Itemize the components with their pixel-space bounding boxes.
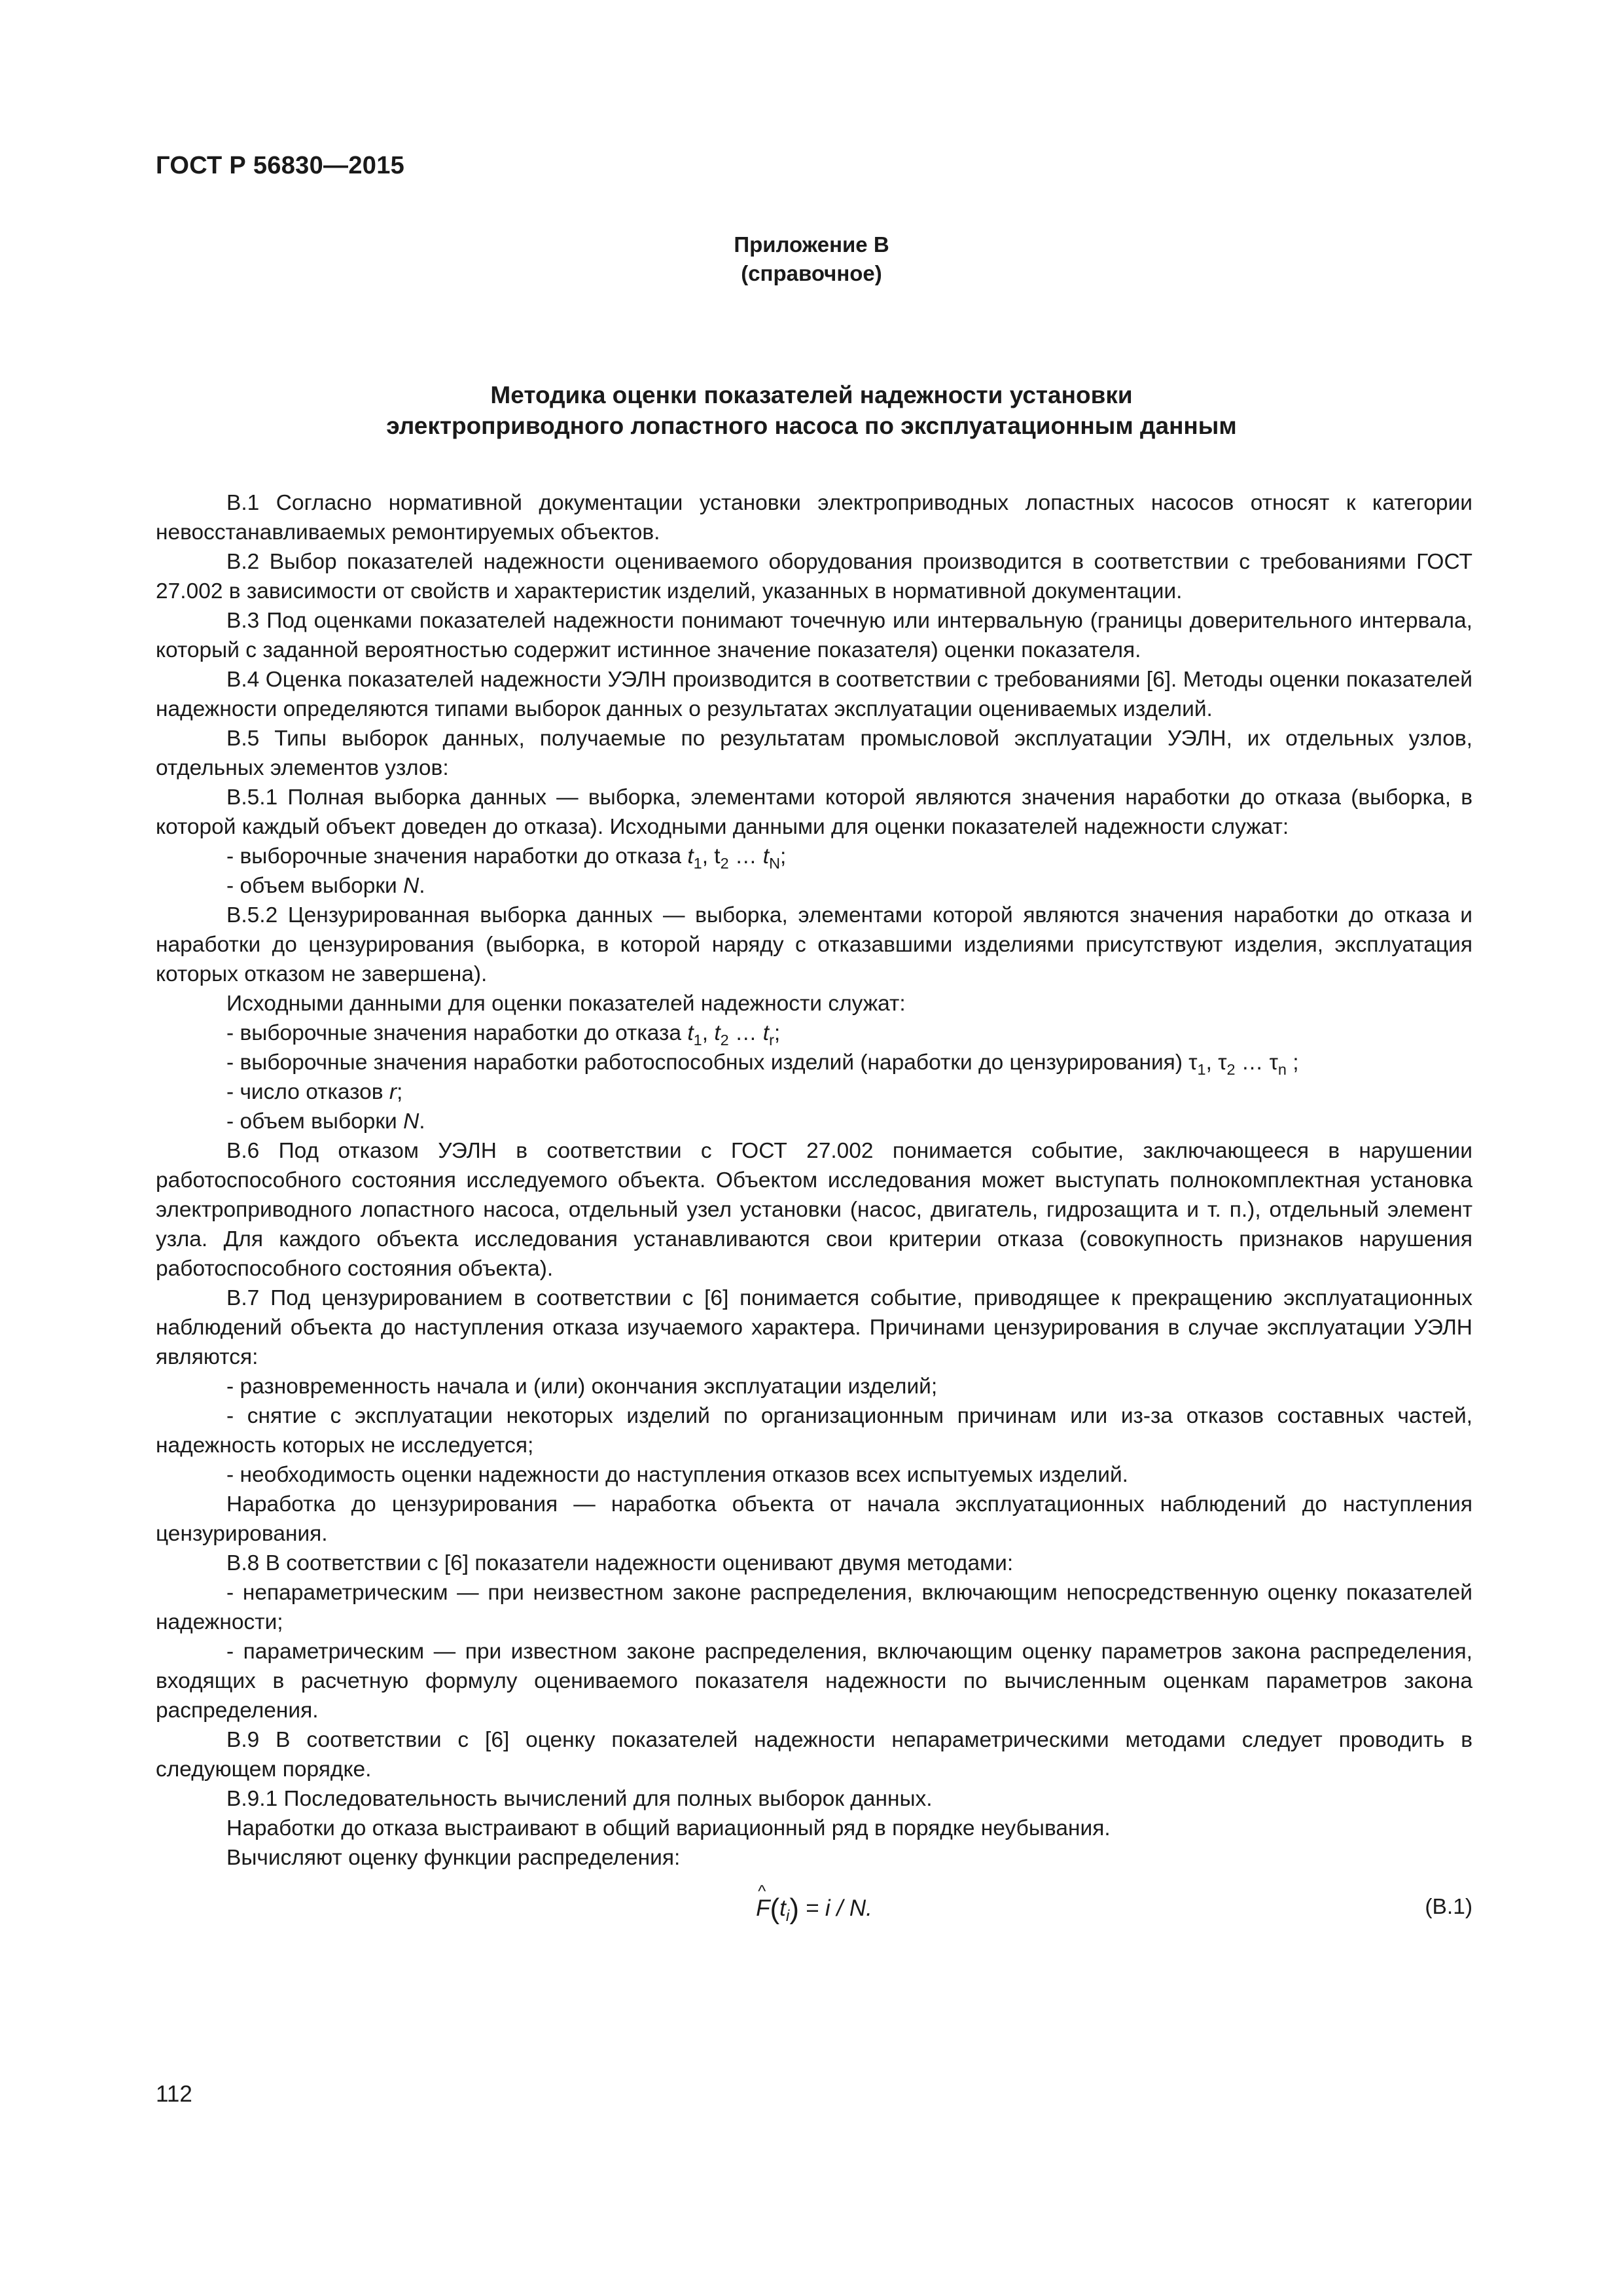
paragraph-b1: В.1 Согласно нормативной документации установки электроприводных лопастных насосов относят к категории невосстанавливаемых ремонтируемых объектов. <box>156 491 1472 545</box>
list-item-b7-1: - разновременность начала и (или) окончания эксплуатации изделий; <box>226 1374 938 1399</box>
formula-expression: ^ $F(t_i) = i / N$. <box>156 1893 1472 1924</box>
list-item-b5-2-failures: - число отказов r; <box>226 1080 403 1104</box>
paragraph-b5-2-source: Исходными данными для оценки показателей надежности служат: <box>226 992 906 1016</box>
paragraph-b9: В.9 В соответствии с [6] оценку показателей надежности непараметрическими методами следует проводить в следующем порядке. <box>156 1728 1472 1782</box>
formula-f-hat: ^ F <box>756 1893 770 1923</box>
annex-heading <box>0 230 1623 288</box>
paragraph-b9-1: В.9.1 Последовательность вычислений для полных выборок данных. <box>226 1787 933 1811</box>
paragraph-b9-1-order: Наработки до отказа выстраивают в общий вариационный ряд в порядке неубывания. <box>226 1816 1111 1840</box>
document-header: ГОСТ Р 56830—2015 <box>156 152 405 179</box>
paragraph-b9-1-compute: Вычисляют оценку функции распределения: <box>226 1846 681 1870</box>
paragraph-b8: В.8 В соответствии с [6] показатели надежности оценивают двумя методами: <box>226 1551 1014 1575</box>
title-line-1: Методика оценки показателей надежности установки <box>490 382 1133 408</box>
list-item-b5-2-values: - выборочные значения наработки до отказа $t_1$, $t_2$ … $t_r$; <box>226 1021 781 1049</box>
annex-label: Приложение В <box>734 232 889 257</box>
list-item-b7-3: - необходимость оценки надежности до наступления отказов всех испытуемых изделий. <box>226 1463 1128 1487</box>
page-number: 112 <box>156 2081 192 2107</box>
paragraph-b2: В.2 Выбор показателей надежности оцениваемого оборудования производится в соответствии с требованиями ГОСТ 27.002 в зависимости от свойств и характеристик изделий, указанных в нормативной документации. <box>156 550 1472 603</box>
paragraph-b5-1: В.5.1 Полная выборка данных — выборка, элементами которой являются значения наработки до отказа (выборка, в которой каждый объект доведен до отказа). Исходными данными для оценки показателей надежности служат: <box>156 785 1472 839</box>
list-item-b5-1-size: - объем выборки N. <box>226 874 425 898</box>
paragraph-b6: В.6 Под отказом УЭЛН в соответствии с ГОСТ 27.002 понимается событие, заключающееся в нарушении работоспособного состояния исследуемого объекта. Объектом исследования может выступать полнокомплектная установка электроприводного лопастного насоса, отдельный узел установки (насос, двигатель, гидрозащита и т. п.), отдельный элемент узла. Для каждого объекта исследования устанавливаются свои критерии отказа (совокупность признаков нарушения работоспособного состояния объекта). <box>156 1139 1472 1281</box>
paragraph-b5-2: В.5.2 Цензурированная выборка данных — выборка, элементами которой являются значения наработки до отказа и наработки до цензурирования (выборка, в которой наряду с отказавшими изделиями присутствуют изделия, эксплуатация которых отказом не завершена). <box>156 903 1472 986</box>
paragraph-b3: В.3 Под оценками показателей надежности понимают точечную или интервальную (границы доверительного интервала, который с заданной вероятностью содержит истинное значение показателя) оценки показателя. <box>156 609 1472 662</box>
list-item-b5-1-values: - выборочные значения наработки до отказа $t_1$, $t_2$ … $t_N$; <box>226 844 787 872</box>
list-item-b8-1: - непараметрическим — при неизвестном законе распределения, включающим непосредственную оценку показателей надежности; <box>156 1581 1472 1634</box>
annex-type: (справочное) <box>741 261 882 285</box>
formula-number: (В.1) <box>1425 1895 1472 1919</box>
list-item-b8-2: - параметрическим — при известном законе распределения, включающим оценку параметров закона распределения, входящих в расчетную формулу оцениваемого показателя надежности по вычисленным оценкам параметров закона распределения. <box>156 1640 1472 1723</box>
list-item-b7-2: - снятие с эксплуатации некоторых изделий по организационным причинам или из-за отказов составных частей, надежность которых не исследуется; <box>156 1404 1472 1458</box>
paragraph-b7: В.7 Под цензурированием в соответствии с [6] понимается событие, приводящее к прекращению эксплуатационных наблюдений объекта до наступления отказа изучаемого характера. Причинами цензурирования в случае эксплуатации УЭЛН являются: <box>156 1286 1472 1369</box>
paragraph-b5: В.5 Типы выборок данных, получаемые по результатам промысловой эксплуатации УЭЛН, их отдельных узлов, отдельных элементов узлов: <box>156 726 1472 780</box>
paragraph-b7-definition: Наработка до цензурирования — наработка объекта от начала эксплуатационных наблюдений до наступления цензурирования. <box>156 1492 1472 1546</box>
document-body <box>156 488 1472 1933</box>
list-item-b5-2-censored: - выборочные значения наработки работоспособных изделий (наработки до цензурирования) $\tau_1$, $\tau_2$ … $\tau_n$ ; <box>226 1050 1299 1078</box>
title-line-2: электроприводного лопастного насоса по эксплуатационным данным <box>386 412 1237 439</box>
list-item-b5-2-size: - объем выборки N. <box>226 1109 425 1134</box>
formula-b1 <box>156 1887 1472 1933</box>
paragraph-b4: В.4 Оценка показателей надежности УЭЛН производится в соответствии с требованиями [6]. Методы оценки показателей надежности определяются типами выборок данных о результатах эксплуатации оцениваемых изделий. <box>156 668 1472 721</box>
annex-title <box>0 380 1623 441</box>
